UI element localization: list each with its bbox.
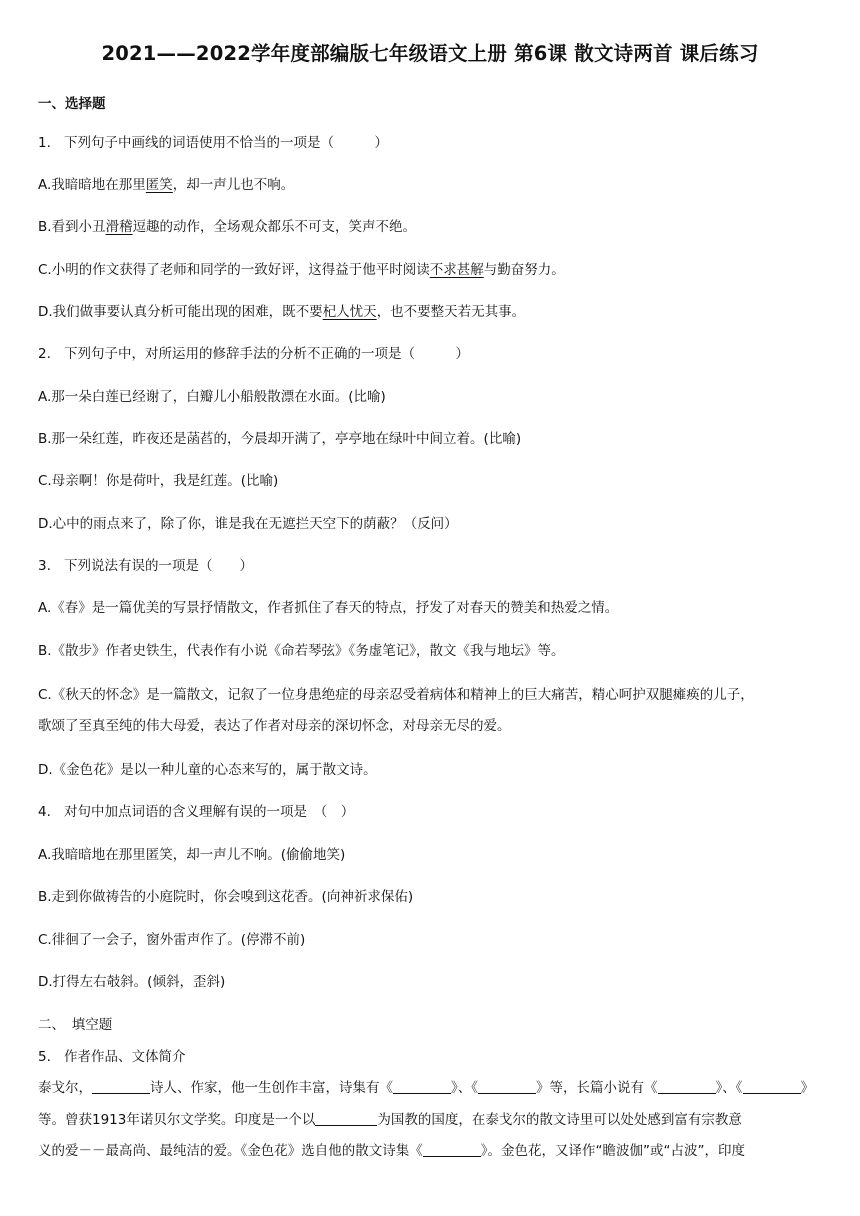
question-3-option-c-line1: C.《秋天的怀念》是一篇散文，记叙了一位身患绝症的母亲忍受着病体和精神上的巨大痛苦，精心呵护双腿瘫痪的儿子， (38, 687, 754, 703)
section-heading-choice: 一、选择题 (38, 96, 106, 112)
question-4-option-d: D.打得左右攲斜。(倾斜，歪斜) (38, 974, 226, 990)
fill-text: 诗人、作家，他一生创作丰富，诗集有《 (150, 1080, 393, 1096)
question-text: 对句中加点词语的含义理解有误的一项是 （ ） (64, 804, 355, 820)
question-4-option-b: B.走到你做祷告的小庭院时，你会嗅到这花香。(向神祈求保佑) (38, 889, 414, 905)
fill-text: 》、《 (451, 1080, 478, 1096)
question-1-option-d (38, 302, 824, 322)
question-5-line-3 (38, 1141, 824, 1161)
fill-text: 为国教的国度，在泰戈尔的散文诗里可以处处感到富有宗教意 (377, 1112, 742, 1128)
option-text: B.看到小丑 (38, 219, 106, 235)
question-1-option-b (38, 217, 824, 237)
fill-text: 义的爱－－最高尚、最纯洁的爱。《金色花》选自他的散文诗集《 (38, 1143, 423, 1159)
question-text: 下列说法有误的一项是（ ） (64, 558, 253, 574)
fill-text: 等。曾获1913年诺贝尔文学奖。印度是一个以 (38, 1112, 316, 1128)
question-1-option-a (38, 175, 824, 195)
option-text: 逗趣的动作，全场观众都乐不可支，笑声不绝。 (132, 219, 417, 235)
question-2-stem (38, 344, 824, 364)
answer-blank[interactable] (393, 1079, 451, 1094)
option-text: D.我们做事要认真分析可能出现的困难，既不要 (38, 304, 323, 320)
question-5-line-1 (38, 1078, 824, 1098)
fill-text: 》 (800, 1080, 814, 1096)
question-2-option-d: D.心中的雨点来了，除了你，谁是我在无遮拦天空下的荫蔽？（反问） (38, 516, 458, 532)
answer-blank[interactable] (423, 1142, 481, 1157)
option-text: 与勤奋努力。 (483, 262, 565, 278)
question-1-option-c (38, 260, 824, 280)
question-2-option-c: C.母亲啊！你是荷叶，我是红莲。(比喻) (38, 473, 279, 489)
section-heading-fill: 二、 填空题 (38, 1017, 113, 1033)
answer-blank[interactable] (478, 1079, 536, 1094)
fill-text: 》。金色花，又译作“瞻波伽”或“占波”，印度 (480, 1143, 745, 1159)
answer-blank[interactable] (743, 1079, 801, 1094)
question-3-option-a: A.《春》是一篇优美的写景抒情散文，作者抓住了春天的特点，抒发了对春天的赞美和热爱之情。 (38, 600, 619, 616)
option-text: C.小明的作文获得了老师和同学的一致好评，这得益于他平时阅读 (38, 262, 430, 278)
question-4-option-a: A.我暗暗地在那里匿笑，却一声儿不响。(偷偷地笑) (38, 847, 346, 863)
fill-text: 》等，长篇小说有《 (536, 1080, 658, 1096)
question-text: 下列句子中画线的词语使用不恰当的一项是（ ） (64, 135, 388, 151)
question-number: 5. (38, 1049, 51, 1065)
fill-text: 泰戈尔， (38, 1080, 92, 1096)
question-5-stem (38, 1047, 824, 1067)
option-text: ，却一声儿也不响。 (172, 177, 295, 193)
underlined-word: 杞人忧天 (322, 304, 377, 320)
question-number: 3. (38, 558, 51, 574)
question-3-option-c-line2: 歌颂了至真至纯的伟大母爱，表达了作者对母亲的深切怀念，对母亲无尽的爱。 (38, 718, 511, 734)
question-2-option-a: A.那一朵白莲已经谢了，白瓣儿小船般散漂在水面。(比喻) (38, 389, 386, 405)
underlined-word: 滑稽 (105, 219, 133, 235)
question-5-line-2 (38, 1110, 824, 1130)
question-text: 作者作品、文体简介 (64, 1049, 186, 1065)
question-number: 1. (38, 135, 51, 151)
option-text: ，也不要整天若无其事。 (376, 304, 526, 320)
question-3-stem (38, 556, 824, 576)
question-3-option-d: D.《金色花》是以一种儿童的心态来写的，属于散文诗。 (38, 762, 377, 778)
underlined-word: 匿笑 (145, 177, 173, 193)
fill-text: 》、《 (715, 1080, 743, 1096)
page-title: 2021——2022学年度部编版七年级语文上册 第6课 散文诗两首 课后练习 (101, 42, 759, 65)
question-2-option-b: B.那一朵红莲，昨夜还是菡萏的，今晨却开满了，亭亭地在绿叶中间立着。(比喻) (38, 431, 522, 447)
option-text: A.我暗暗地在那里 (38, 177, 146, 193)
question-1-stem (38, 133, 824, 153)
question-4-stem (38, 802, 824, 822)
answer-blank[interactable] (92, 1079, 150, 1094)
question-3-option-b: B.《散步》作者史铁生，代表作有小说《命若琴弦》《务虚笔记》，散文《我与地坛》等。 (38, 643, 565, 659)
question-4-option-c: C.徘徊了一会子，窗外雷声作了。(停滞不前) (38, 932, 306, 948)
question-number: 4. (38, 804, 51, 820)
answer-blank[interactable] (658, 1079, 716, 1094)
question-text: 下列句子中，对所运用的修辞手法的分析不正确的一项是（ ） (64, 346, 469, 362)
answer-blank[interactable] (315, 1111, 377, 1126)
underlined-word: 不求甚解 (429, 262, 484, 278)
question-number: 2. (38, 346, 51, 362)
